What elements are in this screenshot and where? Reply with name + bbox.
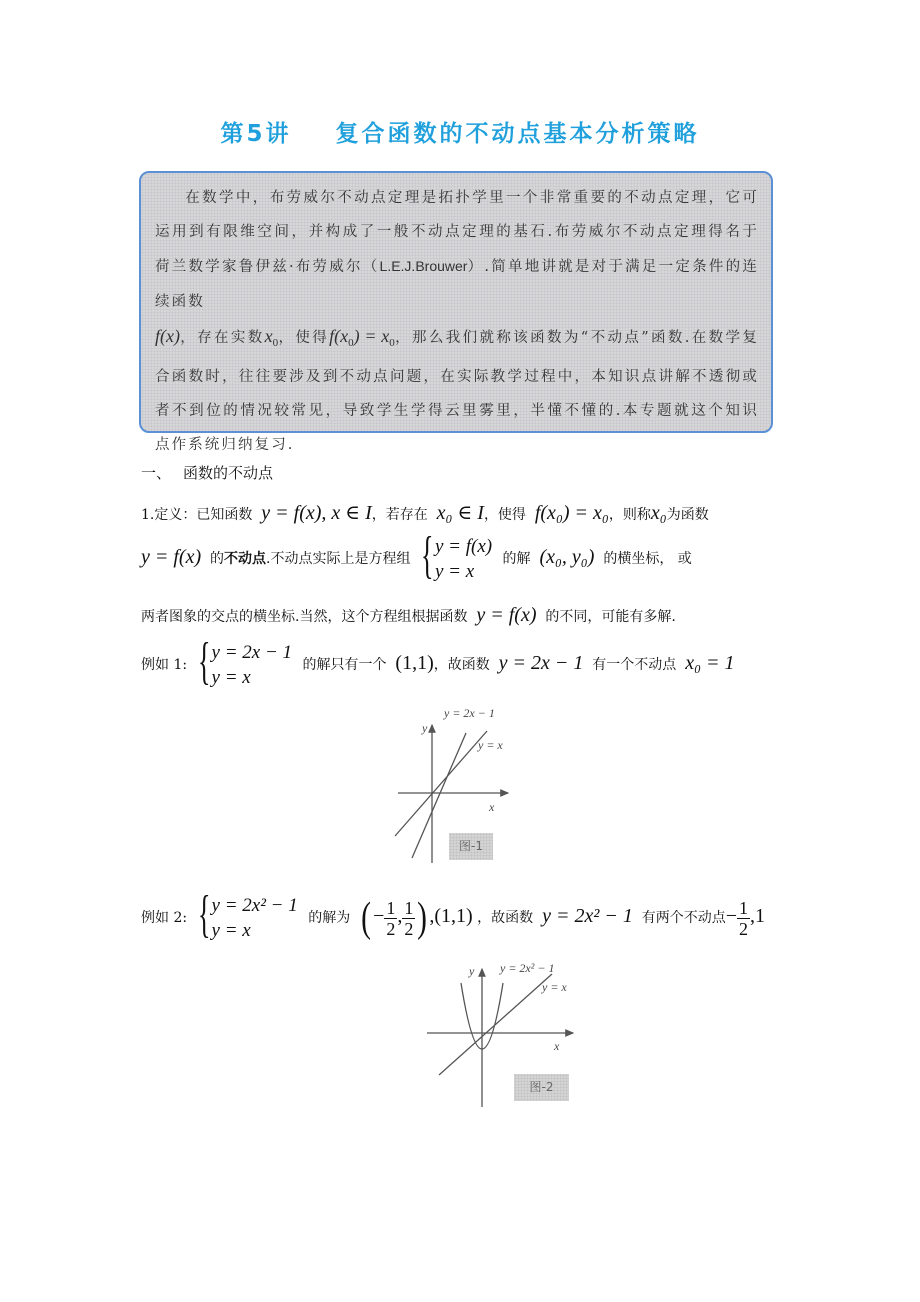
intro-text-3: ，存在实数 xyxy=(179,329,265,346)
example-1 xyxy=(141,633,735,690)
line-y-eq-x xyxy=(395,731,487,836)
example-label: 例如 2: xyxy=(141,910,188,926)
math-x0-in-I: x₀ ∈ I xyxy=(436,502,484,524)
section-heading xyxy=(141,462,273,483)
definition-prefix: 1.定义：已知函数 xyxy=(141,507,253,523)
figure-2 xyxy=(427,955,577,1110)
x0-math: $x_0$ xyxy=(264,325,279,349)
text: 为函数 xyxy=(666,507,709,523)
equation-system: { y = f(x) y = x xyxy=(420,527,493,584)
text: 的解只有一个 xyxy=(302,657,387,673)
text: 的 xyxy=(210,551,225,567)
lecture-number: 第5讲 xyxy=(220,121,292,147)
equation-system: { y = 2x − 1 y = x xyxy=(197,633,293,690)
text: 有一个不动点 xyxy=(592,657,677,673)
section-number: 一、 xyxy=(141,464,172,482)
x-axis-label: x xyxy=(489,800,495,814)
curve-label: y = 2x² − 1 xyxy=(500,961,555,975)
math-function: y = 2x² − 1 xyxy=(542,905,633,927)
equation-system: { y = 2x² − 1 y = x xyxy=(197,886,298,943)
system-row-2: y = x xyxy=(211,667,251,688)
intro-paragraph xyxy=(155,181,759,463)
math-function: y = f(x) xyxy=(141,546,202,568)
text: ，则称 xyxy=(608,507,651,523)
math-fixed-points: − $\frac{1}{2}$ ,1 xyxy=(725,897,766,939)
example-2 xyxy=(141,886,766,943)
text: 有两个不动点 xyxy=(641,910,726,926)
intro-text-4: ，使得 xyxy=(278,329,330,346)
intro-text-2: ）.简单地讲就是对于满足一定条件的连续函数 xyxy=(155,259,759,310)
intro-text-5: ，那么我们就称该函数为“不动点”函数.在数学复合函数时，往往要涉及到不动点问题，在实际教学过程中，本知识点讲解不透彻或者不到位的情况较常见，导致学生学得云里雾里，半懂不懂的.本专题就这个知识点作系统归纳复习. xyxy=(155,329,759,454)
text: 的解为 xyxy=(308,910,351,926)
figure-2-caption: 图-2 xyxy=(514,1074,569,1101)
brouwer-name: L.E.J.Brouwer xyxy=(379,258,468,275)
y-axis-label: y xyxy=(422,721,428,735)
term-fixed-point: 不动点 xyxy=(224,551,267,567)
text: 两者图象的交点的横坐标.当然，这个方程组根据函数 xyxy=(141,609,468,625)
math-solution-point: (x₀, y₀) xyxy=(539,546,595,568)
math-solution: (1,1) xyxy=(395,652,434,674)
system-row-1: y = 2x − 1 xyxy=(211,642,293,663)
definition-line-2 xyxy=(141,527,692,584)
intro-box xyxy=(139,171,773,454)
math-function: y = 2x − 1 xyxy=(498,652,584,674)
curve-label: y = 2x − 1 xyxy=(444,706,495,720)
line-y-eq-x xyxy=(439,974,552,1075)
definition-line-1 xyxy=(141,500,709,525)
section-title: 函数的不动点 xyxy=(183,464,274,482)
math-function: y = f(x) xyxy=(476,604,537,626)
text: 的不同，可能有多解. xyxy=(545,609,676,625)
text: 的横坐标， 或 xyxy=(603,551,692,567)
fx-math: f(x) xyxy=(155,325,180,346)
example-label: 例如 1: xyxy=(141,657,188,673)
x-axis-label: x xyxy=(554,1039,560,1053)
text: ，使得 xyxy=(483,507,526,523)
math-function-domain: y = f(x), x ∈ I xyxy=(261,502,372,524)
system-row-2: y = x xyxy=(211,920,251,941)
math-fixed-point: x₀ = 1 xyxy=(685,652,735,674)
definition-line-3 xyxy=(141,604,676,627)
system-row-1: y = f(x) xyxy=(434,536,493,557)
text: 的解 xyxy=(502,551,531,567)
y-axis-label: y xyxy=(469,964,475,978)
system-row-2: y = x xyxy=(434,561,475,582)
text: .不动点实际上是方程组 xyxy=(266,551,411,567)
math-x0: x₀ xyxy=(650,502,667,524)
line-label: y = x xyxy=(478,738,503,752)
figure-1-caption: 图-1 xyxy=(449,833,493,860)
lecture-topic: 复合函数的不动点基本分析策略 xyxy=(335,121,700,147)
intro-text-1: 在数学中，布劳威尔不动点定理是拓扑学里一个非常重要的不动点定理，它可运用到有限维空间，并构成了一般不动点定理的基石.布劳威尔不动点定理得名于荷兰数学家鲁伊兹·布劳威尔（ xyxy=(155,190,759,276)
line-label: y = x xyxy=(542,980,567,994)
page-title xyxy=(0,115,920,148)
math-fixed-point-eq: f(x₀) = x₀ xyxy=(534,502,609,524)
figure-1 xyxy=(388,703,503,863)
math-solutions: ( − $\frac{1}{2}$ , $\frac{1}{2}$ ) ,(1,1) xyxy=(361,895,473,941)
system-row-1: y = 2x² − 1 xyxy=(211,895,298,916)
text: ，故函数 xyxy=(433,657,490,673)
fixed-point-equation: $f(x_0) = x_0$ xyxy=(329,325,395,349)
text: ，若存在 xyxy=(371,507,428,523)
text: ，故函数 xyxy=(477,910,534,926)
